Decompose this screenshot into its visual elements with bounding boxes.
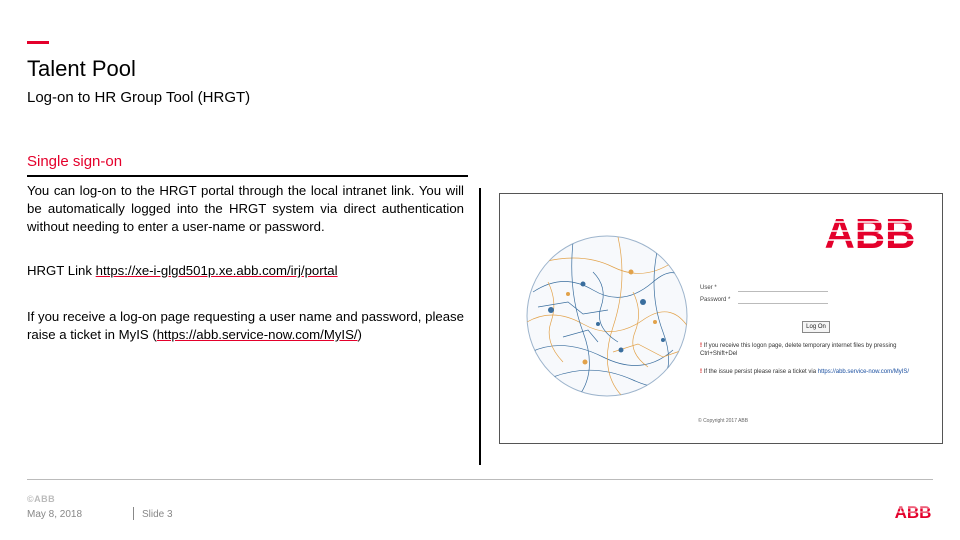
password-field[interactable] <box>738 303 828 304</box>
note-delete-files-text: If you receive this logon page, delete temporary internet files by pressing Ctrl+Shift+Del <box>700 343 897 357</box>
hrgt-portal-link[interactable]: https://xe-i-glgd501p.xe.abb.com/irj/portal <box>95 263 338 278</box>
footer-abb-logo <box>893 503 933 519</box>
footer-abb-logo-text: ABB <box>894 503 932 519</box>
paragraph-intro: You can log-on to the HRGT portal through the local intranet link. You will be automatically logged into the HRGT system via direct authentication without needing to enter a user-name or password. <box>27 183 464 234</box>
footer-slide-number: Slide 3 <box>142 509 173 520</box>
password-label: Password * <box>700 297 731 303</box>
section-heading: Single sign-on <box>27 153 123 170</box>
slide-subtitle: Log-on to HR Group Tool (HRGT) <box>27 89 251 106</box>
user-field[interactable] <box>738 291 828 292</box>
paragraph-ticket <box>27 308 464 344</box>
logon-button[interactable]: Log On <box>802 321 830 333</box>
footer-date: May 8, 2018 <box>27 509 83 520</box>
accent-bar <box>27 41 49 44</box>
vertical-divider <box>479 188 481 465</box>
abb-logo <box>823 212 917 250</box>
myis-link[interactable]: https://abb.service-now.com/MyIS/ <box>156 327 358 342</box>
ticket-text-end: ) <box>357 327 362 342</box>
hrgt-link-label: HRGT Link <box>27 263 96 278</box>
abb-logo-text: ABB <box>824 212 916 250</box>
paragraph-hrgt-link <box>27 262 464 280</box>
warning-icon: ! <box>700 343 702 349</box>
note-raise-ticket-text: If the issue persist please raise a ticket via <box>703 369 817 375</box>
user-label: User * <box>700 285 717 291</box>
footer-copyright: ©ABB <box>27 494 56 504</box>
warning-icon: ! <box>700 369 702 375</box>
globe-image <box>523 232 691 400</box>
note-raise-ticket <box>700 368 920 376</box>
ticket-text: If you receive a log-on page requesting a user name and password, please raise a ticket in MyIS ( <box>27 309 464 342</box>
slide-title: Talent Pool <box>27 56 136 81</box>
footer-divider <box>27 479 933 480</box>
note-delete-files <box>700 342 920 358</box>
screenshot-copyright: © Copyright 2017 ABB <box>698 418 749 424</box>
screenshot-myis-link[interactable]: https://abb.service-now.com/MyIS/ <box>817 369 910 375</box>
footer-separator <box>133 507 134 520</box>
section-divider <box>27 175 468 177</box>
login-page-screenshot <box>499 193 943 444</box>
